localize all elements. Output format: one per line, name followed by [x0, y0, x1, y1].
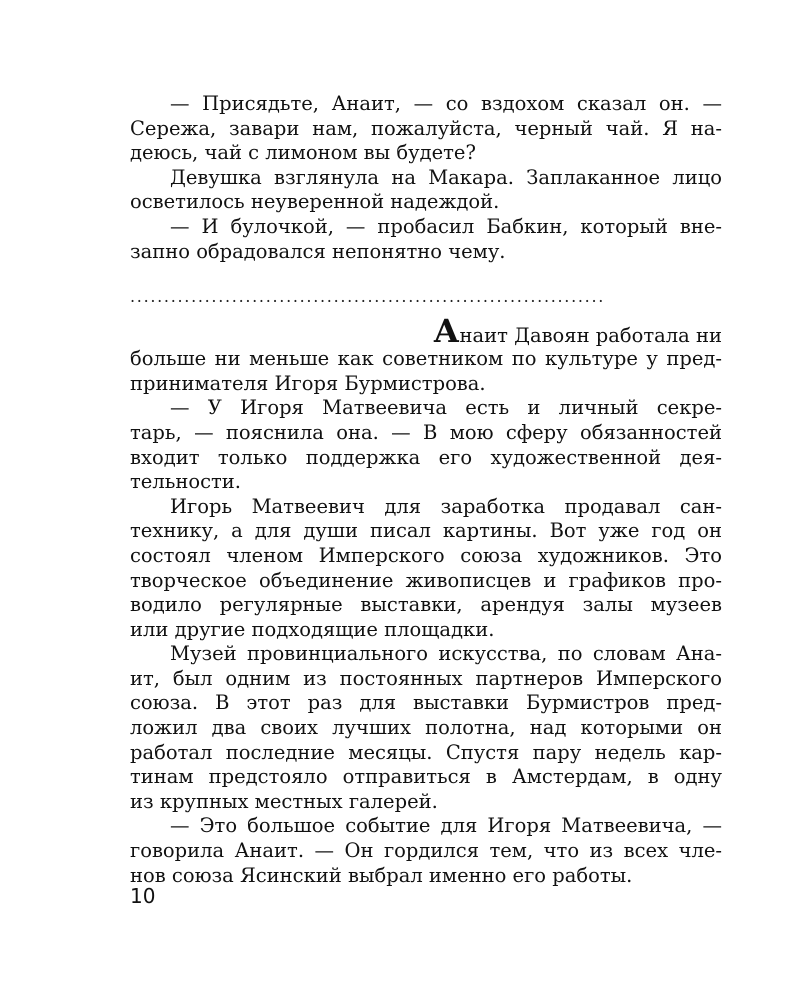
- text-line: технику, а для души писал картины. Вот уже год он: [130, 519, 722, 543]
- text-line: ложил два своих лучших полотна, над которыми он: [130, 716, 722, 740]
- text-line: — И булочкой, — пробасил Бабкин, который вне-: [170, 214, 722, 238]
- text-line: больше ни меньше как советником по культуре у пред-: [130, 347, 722, 371]
- section-separator: ......................................................................: [130, 287, 606, 307]
- text-line: Музей провинциального искусства, по словам Ана-: [170, 642, 722, 666]
- text-line: ит, был одним из постоянных партнеров Имперского: [130, 666, 722, 690]
- chapter-start-text: наит Давоян работала ни: [459, 324, 722, 348]
- text-line: состоял членом Имперского союза художников. Это: [130, 543, 722, 567]
- text-line: Игорь Матвеевич для заработка продавал сан-: [170, 494, 722, 518]
- text-line: нов союза Ясинский выбрал именно его работы.: [130, 863, 633, 887]
- text-line: работал последние месяцы. Спустя пару недель кар-: [130, 740, 722, 764]
- chapter-start: [130, 312, 722, 351]
- text-line: принимателя Игоря Бурмистрова.: [130, 371, 486, 395]
- text-line: деюсь, чай с лимоном вы будете?: [130, 141, 476, 165]
- text-line: входит только поддержка его художественной дея-: [130, 445, 722, 469]
- text-line: тарь, — пояснила она. — В мою сферу обязанностей: [130, 420, 722, 444]
- text-line: из крупных местных галерей.: [130, 789, 438, 813]
- dropcap-letter: А: [433, 312, 460, 351]
- text-line: — Присядьте, Анаит, — со вздохом сказал он. —: [170, 92, 722, 115]
- page-number: 10: [130, 884, 156, 908]
- text-line: водило регулярные выставки, арендуя залы музеев: [130, 593, 722, 617]
- text-line: запно обрадовался непонятно чему.: [130, 239, 506, 263]
- text-line: или другие подходящие площадки.: [130, 617, 495, 641]
- text-line: тинам предстояло отправиться в Амстердам, в одну: [130, 765, 722, 789]
- text-line: тельности.: [130, 470, 241, 494]
- text-line: — Это большое событие для Игоря Матвеевича, —: [170, 814, 722, 838]
- text-line: союза. В этот раз для выставки Бурмистров пред-: [130, 691, 722, 715]
- page-body: [130, 92, 722, 888]
- text-line: Сережа, завари нам, пожалуйста, черный чай. Я на-: [130, 116, 722, 140]
- text-line: творческое объединение живописцев и графиков про-: [130, 568, 722, 592]
- text-line: говорила Анаит. — Он гордился тем, что из всех чле-: [130, 839, 722, 863]
- text-line: осветилось неуверенной надеждой.: [130, 190, 500, 214]
- text-line: Девушка взглянула на Макара. Заплаканное лицо: [170, 165, 722, 189]
- text-line: — У Игоря Матвеевича есть и личный секре-: [170, 396, 722, 420]
